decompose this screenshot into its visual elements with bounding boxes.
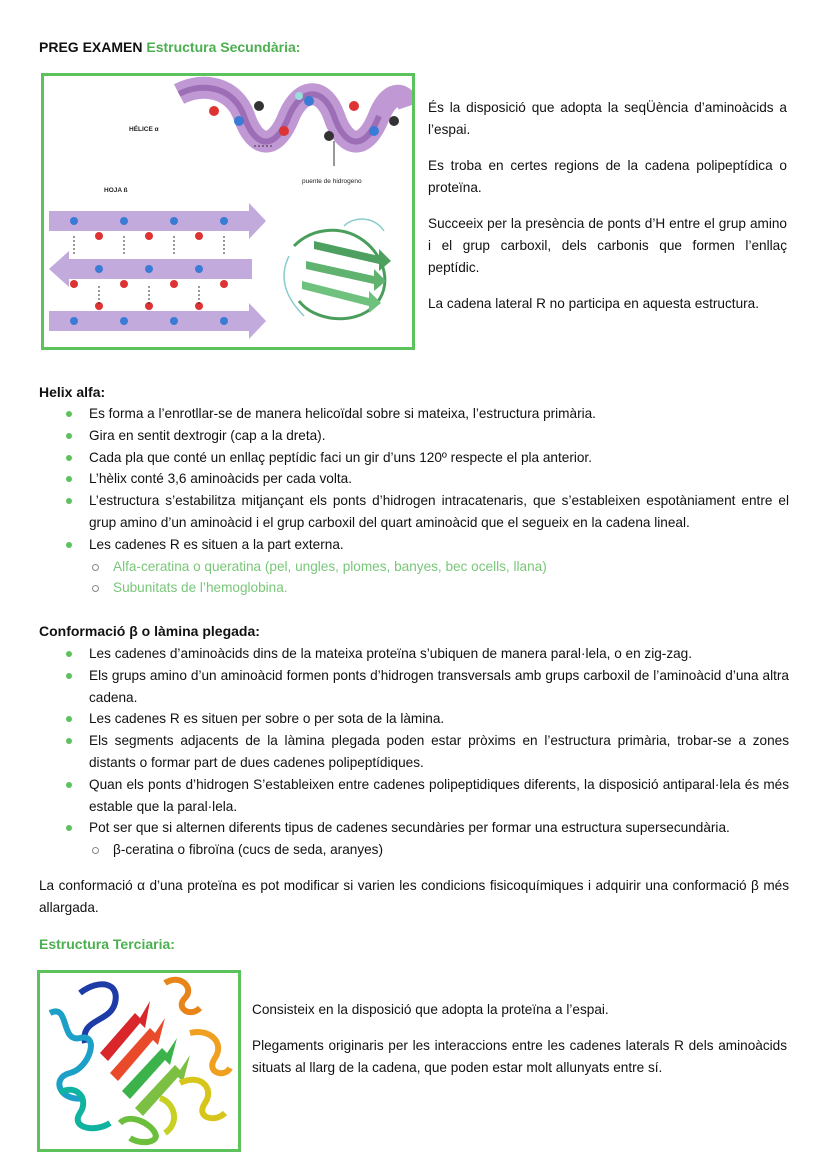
list-item: Quan els ponts d’hidrogen S’estableixen entre cadenes polipeptidiques diferents, la disposició antiparal·lela és més estable que la paral·lela. xyxy=(63,774,789,818)
page-title xyxy=(39,39,300,55)
sublist-item: Subunitats de l’hemoglobina. xyxy=(63,577,789,599)
list-item: Les cadenes d’aminoàcids dins de la mateixa proteïna s’ubiquen de manera paral·lela, o en zig-zag. xyxy=(63,643,789,665)
secondary-structure-illustration xyxy=(44,76,412,347)
intro-paragraph: Es troba en certes regions de la cadena polipeptídica o proteïna. xyxy=(428,158,787,195)
tertiary-paragraph: Plegaments originaris per les interaccions entre les cadenes laterals R dels aminoàcids situats al llarg de la cadena, que poden estar molt allunyats entre sí. xyxy=(252,1038,787,1075)
sheet-label: HOJA ß xyxy=(104,187,128,194)
intro-paragraph: Succeeix per la presència de ponts d’H entre el grup amino i el grup carboxil, dels carbonis que formen l’enllaç peptídic. xyxy=(428,216,787,275)
list-item: Les cadenes R es situen a la part externa. xyxy=(63,534,789,556)
list-item: Cada pla que conté un enllaç peptídic faci un gir d’uns 120º respecte el pla anterior. xyxy=(63,447,789,469)
tertiary-paragraph: Consisteix en la disposició que adopta la proteïna a l’espai. xyxy=(252,1002,609,1017)
tertiary-ribbon-illustration xyxy=(40,973,238,1149)
list-item: Els segments adjacents de la làmina plegada poden estar pròxims en l’estructura primària, trobar-se a zones distants o formar part de dues cadenes polipeptídiques. xyxy=(63,730,789,774)
list-item: Pot ser que si alternen diferents tipus de cadenes secundàries per formar una estructura supersecundària. xyxy=(63,817,789,839)
helix-heading: Helix alfa: xyxy=(39,384,106,400)
hydrogen-bond-label: puente de hidrogeno xyxy=(302,178,362,185)
list-item: Es forma a l’enrotllar-se de manera helicoïdal sobre si mateixa, l’estructura primària. xyxy=(63,403,789,425)
intro-paragraph: La cadena lateral R no participa en aquesta estructura. xyxy=(428,296,759,311)
tertiary-heading: Estructura Terciaria: xyxy=(39,936,175,952)
title-prefix: PREG EXAMEN xyxy=(39,39,143,55)
secondary-intro-text xyxy=(428,97,787,329)
section-title-secondary: Estructura Secundària: xyxy=(146,39,301,55)
tertiary-text xyxy=(252,999,787,1093)
helix-label: HÉLICE α xyxy=(129,126,159,133)
intro-paragraph: És la disposició que adopta la seqÜència d’aminoàcids a l’espai. xyxy=(428,100,787,137)
helix-sublist xyxy=(63,556,789,600)
list-item: Gira en sentit dextrogir (cap a la dreta). xyxy=(63,425,789,447)
beta-sublist xyxy=(63,839,789,861)
conclusion-paragraph: La conformació α d’una proteïna es pot modificar si varien les condicions fisicoquímiques i adquirir una conformació β més allargada. xyxy=(39,878,789,915)
list-item: Els grups amino d’un aminoàcid formen ponts d’hidrogen transversals amb grups carboxil de l’aminoàcid d’una altra cadena. xyxy=(63,665,789,709)
alpha-helix-ribbon xyxy=(179,88,409,166)
tertiary-structure-figure xyxy=(37,970,241,1152)
beta-sheet-strands xyxy=(49,203,266,339)
secondary-structure-figure xyxy=(41,73,415,350)
sublist-item: Alfa-ceratina o queratina (pel, ungles, plomes, banyes, bec ocells, llana) xyxy=(63,556,789,578)
sublist-item: β-ceratina o fibroïna (cucs de seda, aranyes) xyxy=(63,839,789,861)
list-item: Les cadenes R es situen per sobre o per sota de la làmina. xyxy=(63,708,789,730)
beta-list xyxy=(63,643,789,861)
helix-list xyxy=(63,403,789,599)
beta-heading: Conformació β o làmina plegada: xyxy=(39,623,260,639)
beta-barrel-ribbon xyxy=(284,219,391,319)
list-item: L’hèlix conté 3,6 aminoàcids per cada volta. xyxy=(63,468,789,490)
list-item: L’estructura s’estabilitza mitjançant els ponts d’hidrogen intracatenaris, que s’estableixen espotàniament entre el grup amino d’un aminoàcid i el grup carboxil del quart aminoàcid que el segueix en la cadena lineal. xyxy=(63,490,789,534)
